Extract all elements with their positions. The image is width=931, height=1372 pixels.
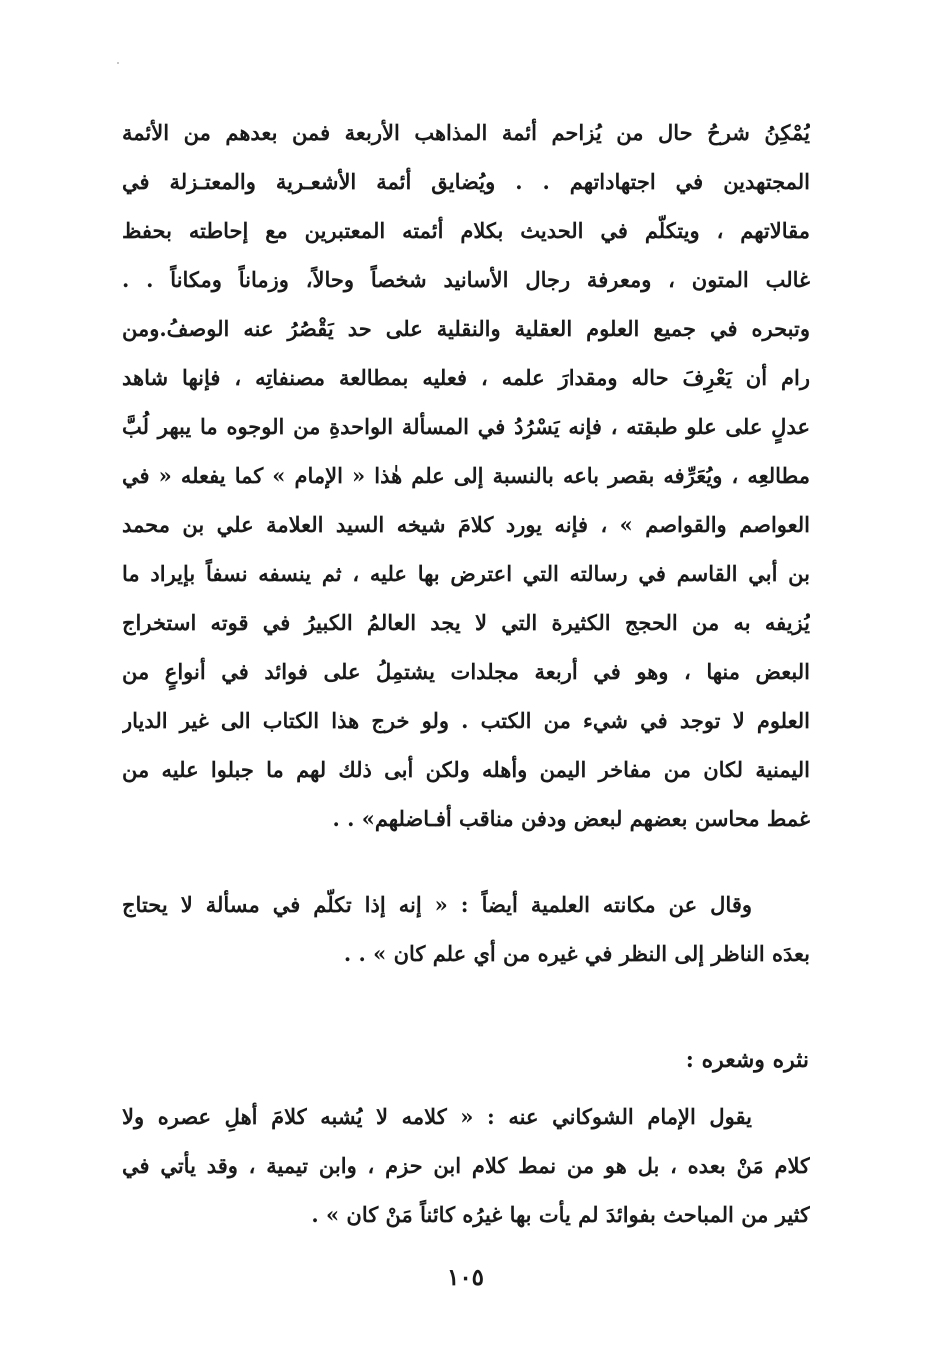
section-heading: نثره وشعره : [685, 1047, 809, 1073]
text-line: العواصم والقواصم » ، فإنه يورد كلامَ شيخه السيد العلامة علي بن محمد [122, 512, 810, 537]
text-line: عدلٍ على علو طبقته ، فإنه يَسْرُدُ في المسألة الواحدةِ من الوجوه ما يبهر لُبَّ [122, 414, 810, 439]
text-line: غالب المتون ، ومعرفة رجال الأسانيد شخصاً وحالاً، وزماناً ومكاناً . . [122, 267, 810, 292]
text-line: كثير من المباحث بفوائدَ لم يأت بها غيرُه كائناً مَنْ كان » . [311, 1202, 810, 1227]
text-line: بن أبي القاسم في رسالته التي اعترض بها عليه ، ثم ينسفه نسفاً بإيراد ما [122, 561, 810, 586]
scan-speck [117, 62, 119, 64]
text-line: اليمنية لكان من مفاخر اليمن وأهله ولكن أبى ذلك لهم ما جبلوا عليه من [122, 757, 810, 782]
text-line: البعض منها ، وهو في أربعة مجلدات يشتمِلُ على فوائد في أنواعٍ من [122, 659, 810, 684]
text-line: العلوم لا توجد في شيء من الكتب . ولو خرج هذا الكتاب الى غير الديار [122, 708, 810, 733]
text-line: المجتهدين في اجتهاداتهم . . ويُضايق أئمة الأشعـرية والمعتـزلة في [122, 169, 810, 194]
text-line: يُمْكِنُ شرحُ حال من يُزاحم أئمة المذاهب الأربعة فمن بعدهم من الأئمة [122, 120, 810, 145]
page-number: ١٠٥ [446, 1264, 485, 1291]
paragraph-2 [122, 880, 810, 978]
text-line: كلام مَنْ بعده ، بل هو من نمط كلام ابن حزم ، وابن تيمية ، وقد يأتي في [122, 1153, 810, 1178]
text-line: بعدَه الناظر إلى النظر في غيره من أي علم كان » . . [343, 941, 810, 966]
text-line: رام أن يَعْرِفَ حاله ومقدارَ علمه ، فعليه بمطالعة مصنفاتِه ، فإنها شاهد [122, 365, 810, 390]
text-line: مقالاتهم ، ويتكلّم في الحديث بكلام أئمته المعتبرين مع إحاطته بحفظ [122, 218, 810, 243]
text-line: مطالعِه ، ويُعَرِّفه بقصر باعه بالنسبة إلى علم هٰذا « الإمام » كما يفعله « في [122, 463, 810, 488]
paragraph-3 [122, 1092, 810, 1239]
text-line: غمط محاسن بعضهم لبعض ودفن مناقب أفـاضلهم» . . [332, 806, 810, 831]
text-line: وتبحره في جميع العلوم العقلية والنقلية على حد يَقْصُرُ عنه الوصفُ.ومن [122, 316, 810, 341]
text-line: يُزيفه به من الحجج الكثيرة التي لا يجد العالمُ الكبيرُ في قوته استخراج [122, 610, 810, 635]
text-line: يقول الإمام الشوكاني عنه : « كلامه لا يُشبه كلامَ أهلِ عصره ولا [122, 1104, 752, 1129]
paragraph-1 [122, 108, 810, 843]
text-line: وقال عن مكانته العلمية أيضاً : « إنه إذا تكلّم في مسألة لا يحتاج [122, 892, 752, 917]
